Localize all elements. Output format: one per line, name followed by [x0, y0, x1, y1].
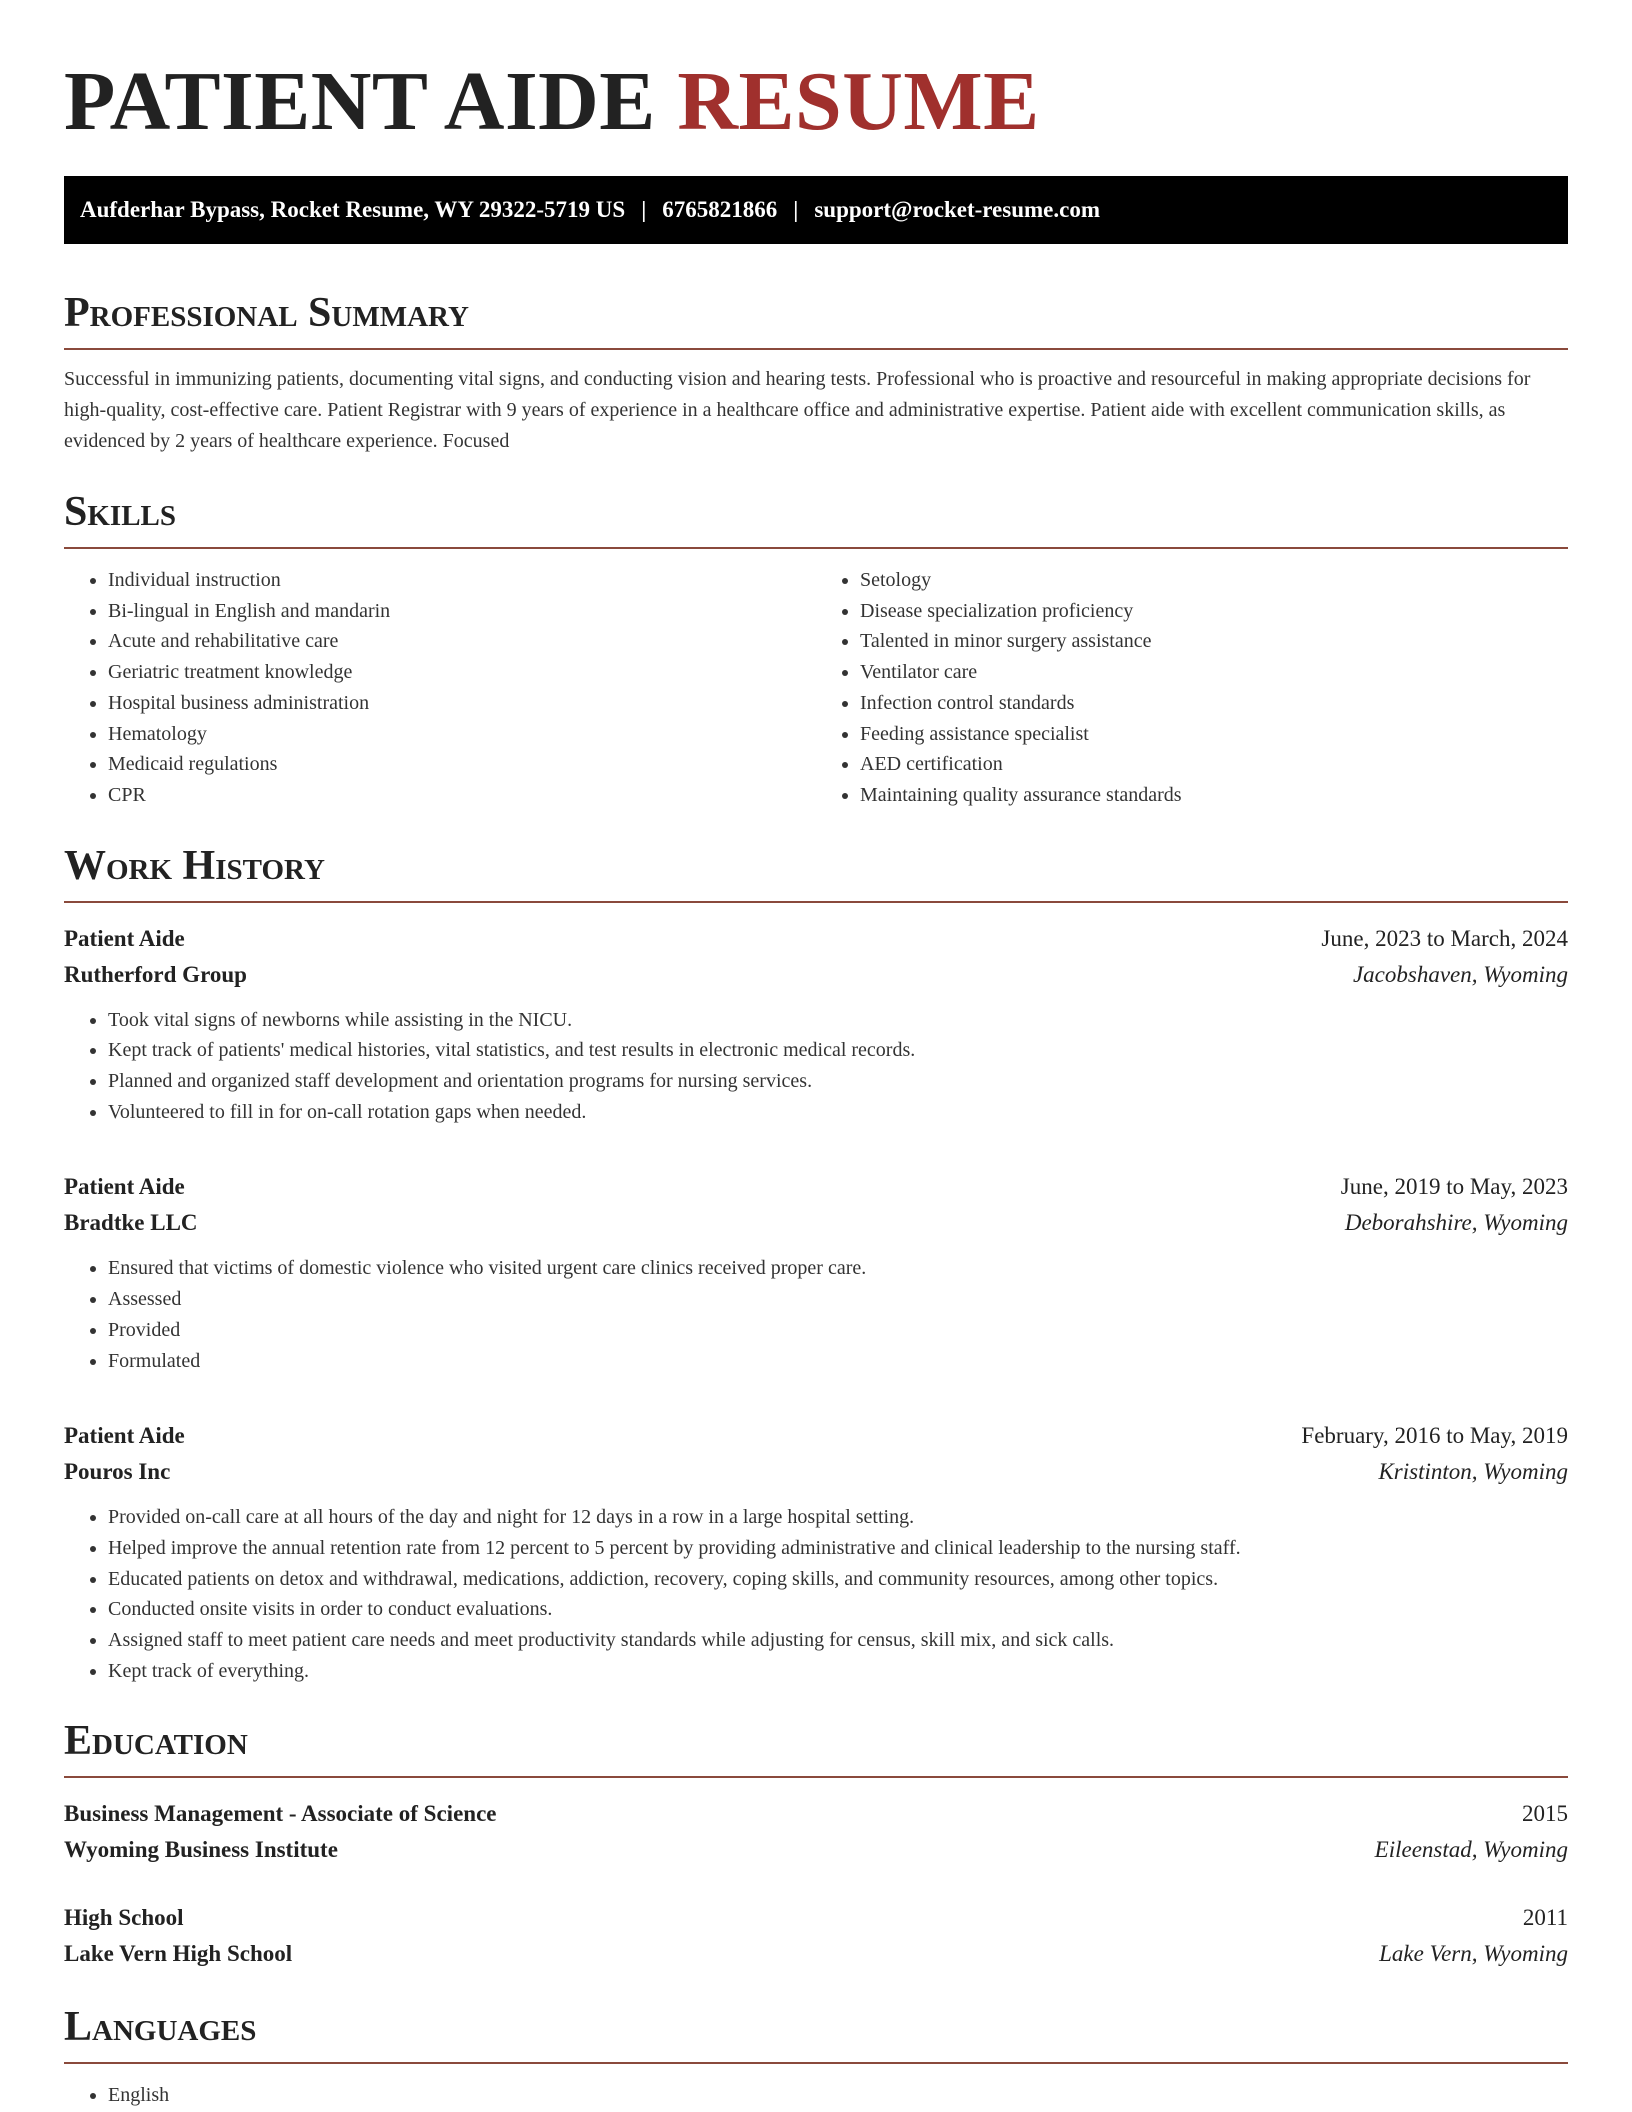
title-part-1: PATIENT AIDE	[64, 55, 656, 148]
education-year: 2011	[1522, 1905, 1568, 1931]
job-company-row	[64, 957, 1568, 993]
job-bullets	[64, 1005, 1568, 1128]
list-item: • Geriatric treatment knowledge	[108, 657, 816, 688]
job-header-row	[64, 1418, 1568, 1454]
list-item: • Feeding assistance specialist	[860, 719, 1568, 750]
education-degree: High School	[64, 1905, 184, 1931]
list-item: • Medicaid regulations	[108, 749, 816, 780]
contact-separator: |	[793, 197, 799, 222]
skills-list-right	[816, 565, 1568, 811]
list-item: • Kept track of everything.	[108, 1656, 1568, 1687]
list-item: • Acute and rehabilitative care	[108, 626, 816, 657]
job-title: Patient Aide	[64, 1174, 185, 1200]
job-dates: June, 2023 to March, 2024	[1321, 925, 1568, 951]
summary-heading: Professional Summary	[64, 292, 1568, 350]
work-history-section	[64, 842, 1568, 1687]
list-item: • Hematology	[108, 719, 816, 750]
education-entry	[64, 1900, 1568, 1972]
languages-list	[64, 2080, 1568, 2111]
resume-title	[64, 54, 1568, 160]
job-bullets	[64, 1253, 1568, 1376]
list-item: • Bi-lingual in English and mandarin	[108, 596, 816, 627]
job-dates: June, 2019 to May, 2023	[1340, 1174, 1568, 1200]
list-item: • Planned and organized staff development and orientation programs for nursing services.	[108, 1066, 1568, 1097]
list-item: • Kept track of patients' medical histories, vital statistics, and test results in electronic medical records.	[108, 1035, 1568, 1066]
list-item: • Provided on-call care at all hours of the day and night for 12 days in a row in a large hospital setting.	[108, 1502, 1568, 1533]
job-company-row	[64, 1205, 1568, 1241]
job-title: Patient Aide	[64, 1423, 185, 1449]
contact-email: support@rocket-resume.com	[814, 197, 1100, 222]
job-entry	[64, 1169, 1568, 1376]
job-company: Pouros Inc	[64, 1459, 171, 1485]
job-company-row	[64, 1454, 1568, 1490]
languages-section	[64, 2006, 1568, 2111]
summary-section	[64, 292, 1568, 457]
summary-text: Successful in immunizing patients, documenting vital signs, and conducting vision and hearing tests. Professional who is proactive and resourceful in making appropriate decisions for high-quality, cost-effective care. Patient Registrar with 9 years of experience in a healthcare office and administrative expertise. Patient aide with excellent communication skills, as evidenced by 2 years of healthcare experience. Focused	[64, 368, 1531, 452]
education-heading: Education	[64, 1720, 1568, 1778]
contact-address: Aufderhar Bypass, Rocket Resume, WY 29322-5719 US	[80, 197, 626, 222]
job-entry	[64, 921, 1568, 1128]
education-degree-row	[64, 1796, 1568, 1832]
contact-separator: |	[641, 197, 647, 222]
list-item: • Ensured that victims of domestic violence who visited urgent care clinics received proper care.	[108, 1253, 1568, 1284]
languages-heading: Languages	[64, 2006, 1568, 2064]
list-item: • AED certification	[860, 749, 1568, 780]
list-item: • Setology	[860, 565, 1568, 596]
education-school-row	[64, 1832, 1568, 1868]
job-company: Rutherford Group	[64, 961, 247, 987]
education-degree: Business Management - Associate of Science	[64, 1801, 497, 1827]
list-item: • Conducted onsite visits in order to conduct evaluations.	[108, 1594, 1568, 1625]
title-part-2: RESUME	[677, 55, 1040, 148]
job-header-row	[64, 921, 1568, 957]
education-section	[64, 1720, 1568, 1972]
list-item: • Infection control standards	[860, 688, 1568, 719]
contact-phone: 6765821866	[662, 197, 778, 222]
job-company: Bradtke LLC	[64, 1210, 198, 1236]
job-title: Patient Aide	[64, 925, 185, 951]
list-item: • Disease specialization proficiency	[860, 596, 1568, 627]
work-history-heading: Work History	[64, 845, 1568, 903]
list-item: • Helped improve the annual retention rate from 12 percent to 5 percent by providing administrative and clinical leadership to the nursing staff.	[108, 1533, 1568, 1564]
list-item: • Maintaining quality assurance standards	[860, 780, 1568, 811]
skills-list-left	[64, 565, 816, 811]
education-location: Eileenstad, Wyoming	[1374, 1837, 1568, 1863]
education-entry	[64, 1796, 1568, 1868]
list-item: • Formulated	[108, 1346, 1568, 1377]
job-dates: February, 2016 to May, 2019	[1301, 1423, 1568, 1449]
list-item: • Talented in minor surgery assistance	[860, 626, 1568, 657]
education-location: Lake Vern, Wyoming	[1379, 1941, 1568, 1967]
list-item: • English	[108, 2080, 1568, 2111]
education-year: 2015	[1522, 1801, 1568, 1827]
list-item: • Educated patients on detox and withdrawal, medications, addiction, recovery, coping skills, and community resources, among other topics.	[108, 1564, 1568, 1595]
list-item: • Ventilator care	[860, 657, 1568, 688]
job-location: Kristinton, Wyoming	[1378, 1459, 1568, 1485]
education-school: Wyoming Business Institute	[64, 1837, 338, 1863]
job-header-row	[64, 1169, 1568, 1205]
list-item: • Hospital business administration	[108, 688, 816, 719]
list-item: • Took vital signs of newborns while assisting in the NICU.	[108, 1005, 1568, 1036]
job-location: Jacobshaven, Wyoming	[1352, 961, 1568, 987]
list-item: • CPR	[108, 780, 816, 811]
list-item: • Individual instruction	[108, 565, 816, 596]
education-school-row	[64, 1936, 1568, 1972]
education-degree-row	[64, 1900, 1568, 1936]
job-bullets	[64, 1502, 1568, 1686]
skills-columns	[64, 565, 1568, 811]
job-location: Deborahshire, Wyoming	[1344, 1210, 1568, 1236]
skills-section	[64, 491, 1568, 811]
job-entry	[64, 1418, 1568, 1686]
list-item: • Provided	[108, 1315, 1568, 1346]
education-school: Lake Vern High School	[64, 1941, 293, 1967]
list-item: • Volunteered to fill in for on-call rotation gaps when needed.	[108, 1097, 1568, 1128]
contact-bar	[64, 176, 1568, 244]
list-item: • Assessed	[108, 1284, 1568, 1315]
skills-heading: Skills	[64, 491, 1568, 549]
list-item: • Assigned staff to meet patient care needs and meet productivity standards while adjusting for census, skill mix, and sick calls.	[108, 1625, 1568, 1656]
